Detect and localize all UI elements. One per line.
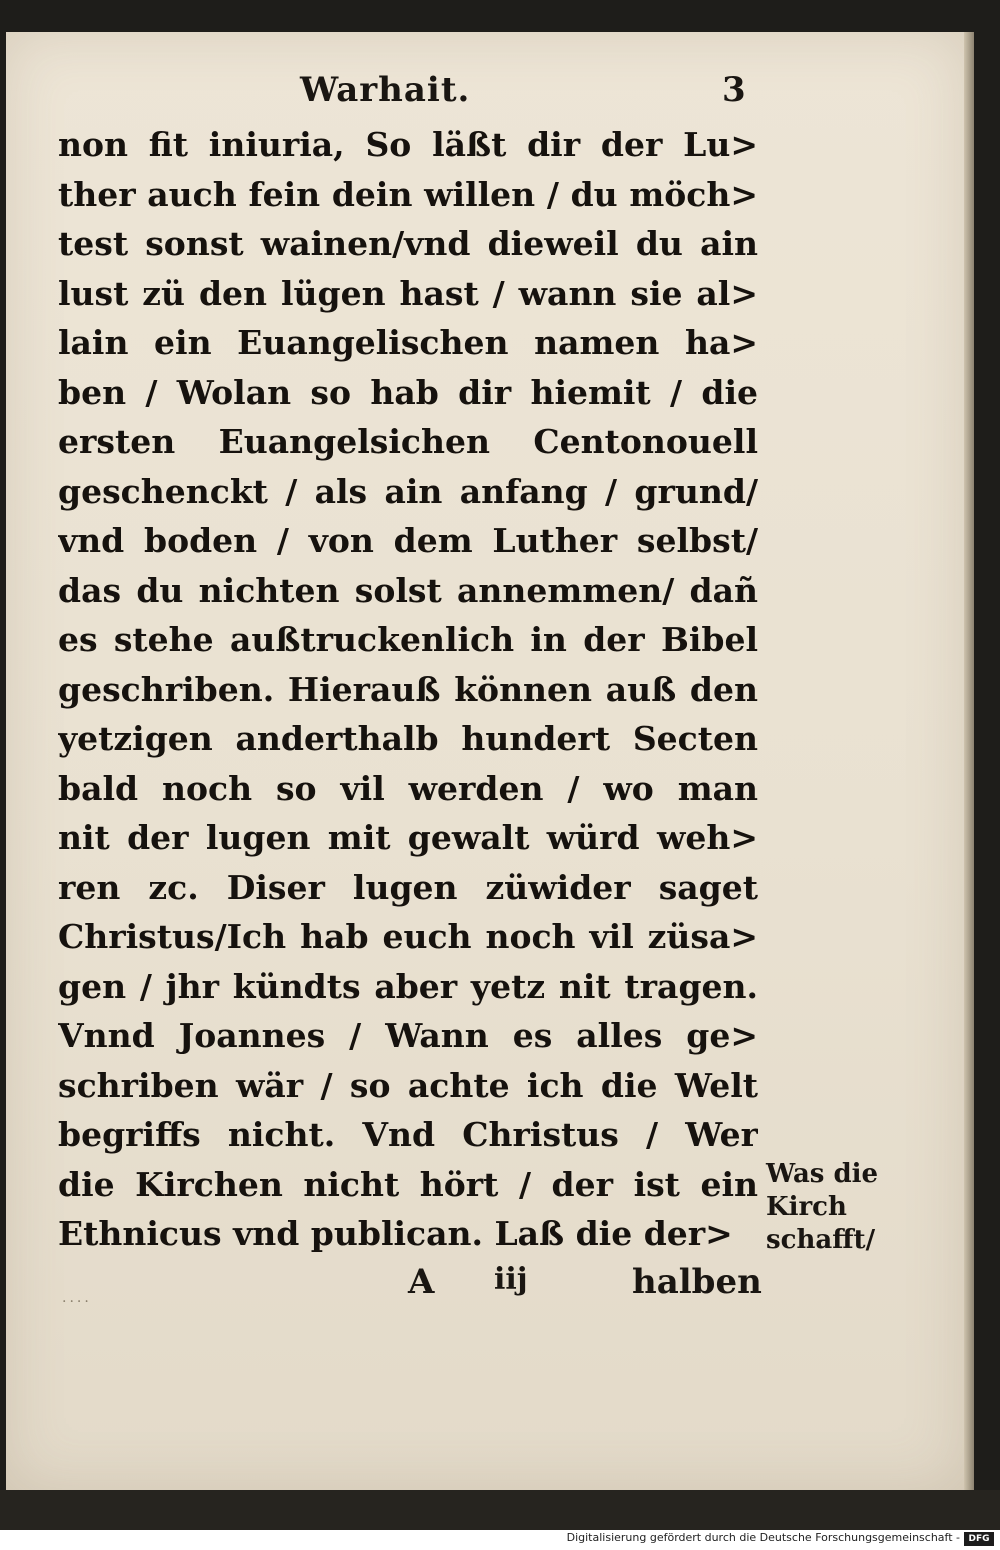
- text-line: geschenckt / als ain anfang / grund/: [58, 471, 758, 511]
- text-line: vnd boden / von dem Luther selbst/: [58, 521, 758, 560]
- margin-note-line: schafft/: [766, 1225, 876, 1255]
- signature-numeral: iij: [494, 1262, 528, 1297]
- page-edge: [964, 32, 974, 1490]
- dfg-logo: DFG: [964, 1532, 994, 1546]
- text-line: Vnnd Joannes / Wann es alles ge>: [58, 1016, 758, 1055]
- text-line: ben / Wolan so hab dir hiemit / die: [58, 372, 758, 412]
- text-line: Christus/Ich hab euch noch vil züsa>: [58, 917, 758, 956]
- text-line: nit der lugen mit gewalt würd weh>: [58, 818, 758, 857]
- funding-credit: Digitalisierung gefördert durch die Deutsche Forschungsgemeinschaft -: [566, 1531, 960, 1544]
- text-line: gen / jhr kündts aber yetz nit tragen.: [58, 966, 758, 1006]
- text-line: bald noch so vil werden / wo man: [58, 768, 758, 808]
- text-line: yetzigen anderthalb hundert Secten: [58, 719, 758, 758]
- scan-bottom-edge: [0, 1490, 1000, 1530]
- text-line: non fit iniuria, So läßt dir der Lu>: [58, 125, 758, 164]
- catchword: halben: [632, 1262, 762, 1302]
- body-text: [58, 120, 758, 1259]
- text-line: begriffs nicht. Vnd Christus / Wer: [58, 1115, 758, 1154]
- text-line: lain ein Euangelischen namen ha>: [58, 323, 758, 362]
- margin-note: [766, 1158, 896, 1257]
- text-line: ther auch fein dein willen / du möch>: [58, 174, 758, 214]
- text-line: Ethnicus vnd publican. Laß die der>: [58, 1214, 733, 1253]
- running-head: Warhait.: [300, 70, 471, 110]
- margin-note-line: Was die: [766, 1159, 879, 1189]
- text-line: ren zc. Diser lugen züwider saget: [58, 867, 758, 907]
- text-line: ersten Euangelsichen Centonouell: [58, 422, 758, 461]
- text-line: geschriben. Hierauß können auß den: [58, 669, 758, 709]
- margin-note-line: Kirch: [766, 1192, 847, 1222]
- text-line: test sonst wainen/vnd dieweil du ain: [58, 224, 758, 263]
- text-line: lust zü den lügen hast / wann sie al>: [58, 273, 758, 313]
- text-line: die Kirchen nicht hört / der ist ein: [58, 1164, 758, 1204]
- signature-mark: A: [408, 1262, 435, 1302]
- stray-marks: ....: [62, 1290, 92, 1306]
- text-line: es stehe außtruckenlich in der Bibel: [58, 620, 758, 659]
- text-line: das du nichten solst annemmen/ dañ: [58, 570, 758, 610]
- page-number: 3: [722, 70, 746, 110]
- text-line: schriben wär / so achte ich die Welt: [58, 1065, 758, 1105]
